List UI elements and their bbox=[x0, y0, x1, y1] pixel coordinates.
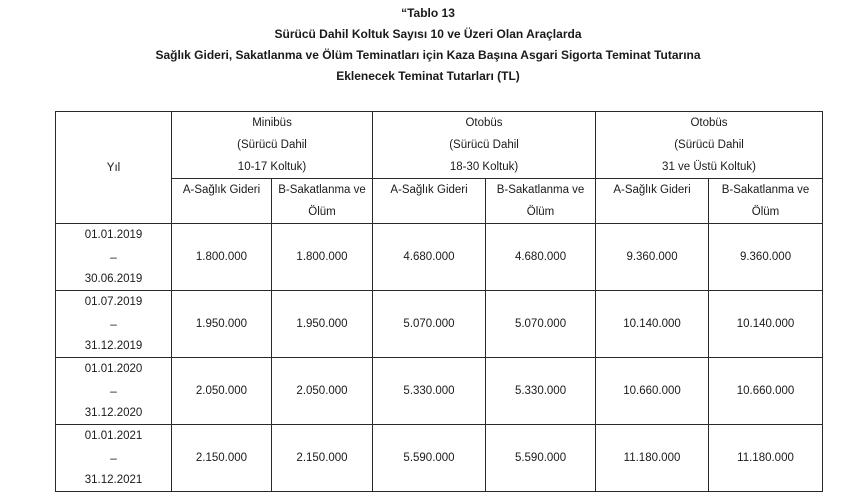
table-row bbox=[56, 224, 823, 291]
value-cell: 5.330.000 bbox=[486, 358, 596, 425]
period-from: 01.01.2020 bbox=[84, 363, 143, 375]
value-cell: 1.800.000 bbox=[272, 224, 373, 291]
value-cell: 5.070.000 bbox=[486, 291, 596, 358]
value-cell: 10.140.000 bbox=[709, 291, 823, 358]
table-row bbox=[56, 291, 823, 358]
sub-header-health: A-Sağlık Gideri bbox=[172, 179, 272, 224]
title-line-coverage: Sağlık Gideri, Sakatlanma ve Ölüm Teminatları için Kaza Başına Asgari Sigorta Teminat Tutarına bbox=[155, 48, 701, 62]
value-cell: 11.180.000 bbox=[596, 425, 709, 492]
value-cell: 4.680.000 bbox=[373, 224, 486, 291]
value-cell: 11.180.000 bbox=[709, 425, 823, 492]
group-detail: (Sürücü Dahil bbox=[449, 139, 519, 151]
value-cell: 10.660.000 bbox=[709, 358, 823, 425]
table-number: “Tablo 13 bbox=[401, 6, 455, 20]
value-cell: 5.070.000 bbox=[373, 291, 486, 358]
value-cell: 1.950.000 bbox=[272, 291, 373, 358]
value-cell: 2.050.000 bbox=[172, 358, 272, 425]
value-cell: 9.360.000 bbox=[709, 224, 823, 291]
group-detail: (Sürücü Dahil bbox=[237, 139, 307, 151]
period-cell bbox=[56, 224, 172, 291]
period-from: 01.07.2019 bbox=[84, 296, 143, 308]
value-cell: 5.590.000 bbox=[486, 425, 596, 492]
value-cell: 2.150.000 bbox=[272, 425, 373, 492]
group-seats: 31 ve Üstü Koltuk) bbox=[662, 161, 757, 173]
group-seats: 10-17 Koltuk) bbox=[237, 161, 307, 173]
sub-header-row bbox=[56, 179, 823, 224]
group-header-bus-18-30 bbox=[373, 112, 596, 179]
year-header-cell bbox=[56, 112, 172, 224]
group-header-bus-31-plus bbox=[596, 112, 823, 179]
period-from: 01.01.2019 bbox=[84, 229, 143, 241]
period-to: 31.12.2021 bbox=[84, 474, 143, 486]
sub-header-disability: B-Sakatlanma ve Ölüm bbox=[709, 179, 823, 224]
period-to: 30.06.2019 bbox=[84, 273, 143, 285]
period-cell bbox=[56, 425, 172, 492]
value-cell: 10.140.000 bbox=[596, 291, 709, 358]
sub-header-health: A-Sağlık Gideri bbox=[596, 179, 709, 224]
value-cell: 5.590.000 bbox=[373, 425, 486, 492]
period-to: 31.12.2019 bbox=[84, 340, 143, 352]
period-dash: – bbox=[110, 250, 117, 264]
sub-header-disability: B-Sakatlanma ve Ölüm bbox=[486, 179, 596, 224]
group-detail: (Sürücü Dahil bbox=[674, 139, 744, 151]
group-name: Otobüs bbox=[690, 117, 728, 129]
group-seats: 18-30 Koltuk) bbox=[449, 161, 519, 173]
period-from: 01.01.2021 bbox=[84, 430, 143, 442]
value-cell: 5.330.000 bbox=[373, 358, 486, 425]
value-cell: 10.660.000 bbox=[596, 358, 709, 425]
table-row bbox=[56, 358, 823, 425]
sub-header-disability: B-Sakatlanma ve Ölüm bbox=[272, 179, 373, 224]
period-to: 31.12.2020 bbox=[84, 407, 143, 419]
coverage-table bbox=[55, 111, 823, 492]
sub-header-health: A-Sağlık Gideri bbox=[373, 179, 486, 224]
period-cell bbox=[56, 291, 172, 358]
group-name: Otobüs bbox=[465, 117, 503, 129]
group-name: Minibüs bbox=[252, 117, 292, 129]
table-row bbox=[56, 425, 823, 492]
title-line-vehicles: Sürücü Dahil Koltuk Sayısı 10 ve Üzeri Olan Araçlarda bbox=[274, 27, 582, 41]
value-cell: 9.360.000 bbox=[596, 224, 709, 291]
group-header-minibus bbox=[172, 112, 373, 179]
value-cell: 1.950.000 bbox=[172, 291, 272, 358]
title-line-amounts: Eklenecek Teminat Tutarları (TL) bbox=[336, 69, 520, 83]
group-header-row bbox=[56, 112, 823, 179]
period-dash: – bbox=[110, 384, 117, 398]
value-cell: 1.800.000 bbox=[172, 224, 272, 291]
year-header: Yıl bbox=[106, 161, 121, 174]
period-dash: – bbox=[110, 317, 117, 331]
value-cell: 2.150.000 bbox=[172, 425, 272, 492]
value-cell: 2.050.000 bbox=[272, 358, 373, 425]
period-cell bbox=[56, 358, 172, 425]
value-cell: 4.680.000 bbox=[486, 224, 596, 291]
period-dash: – bbox=[110, 451, 117, 465]
